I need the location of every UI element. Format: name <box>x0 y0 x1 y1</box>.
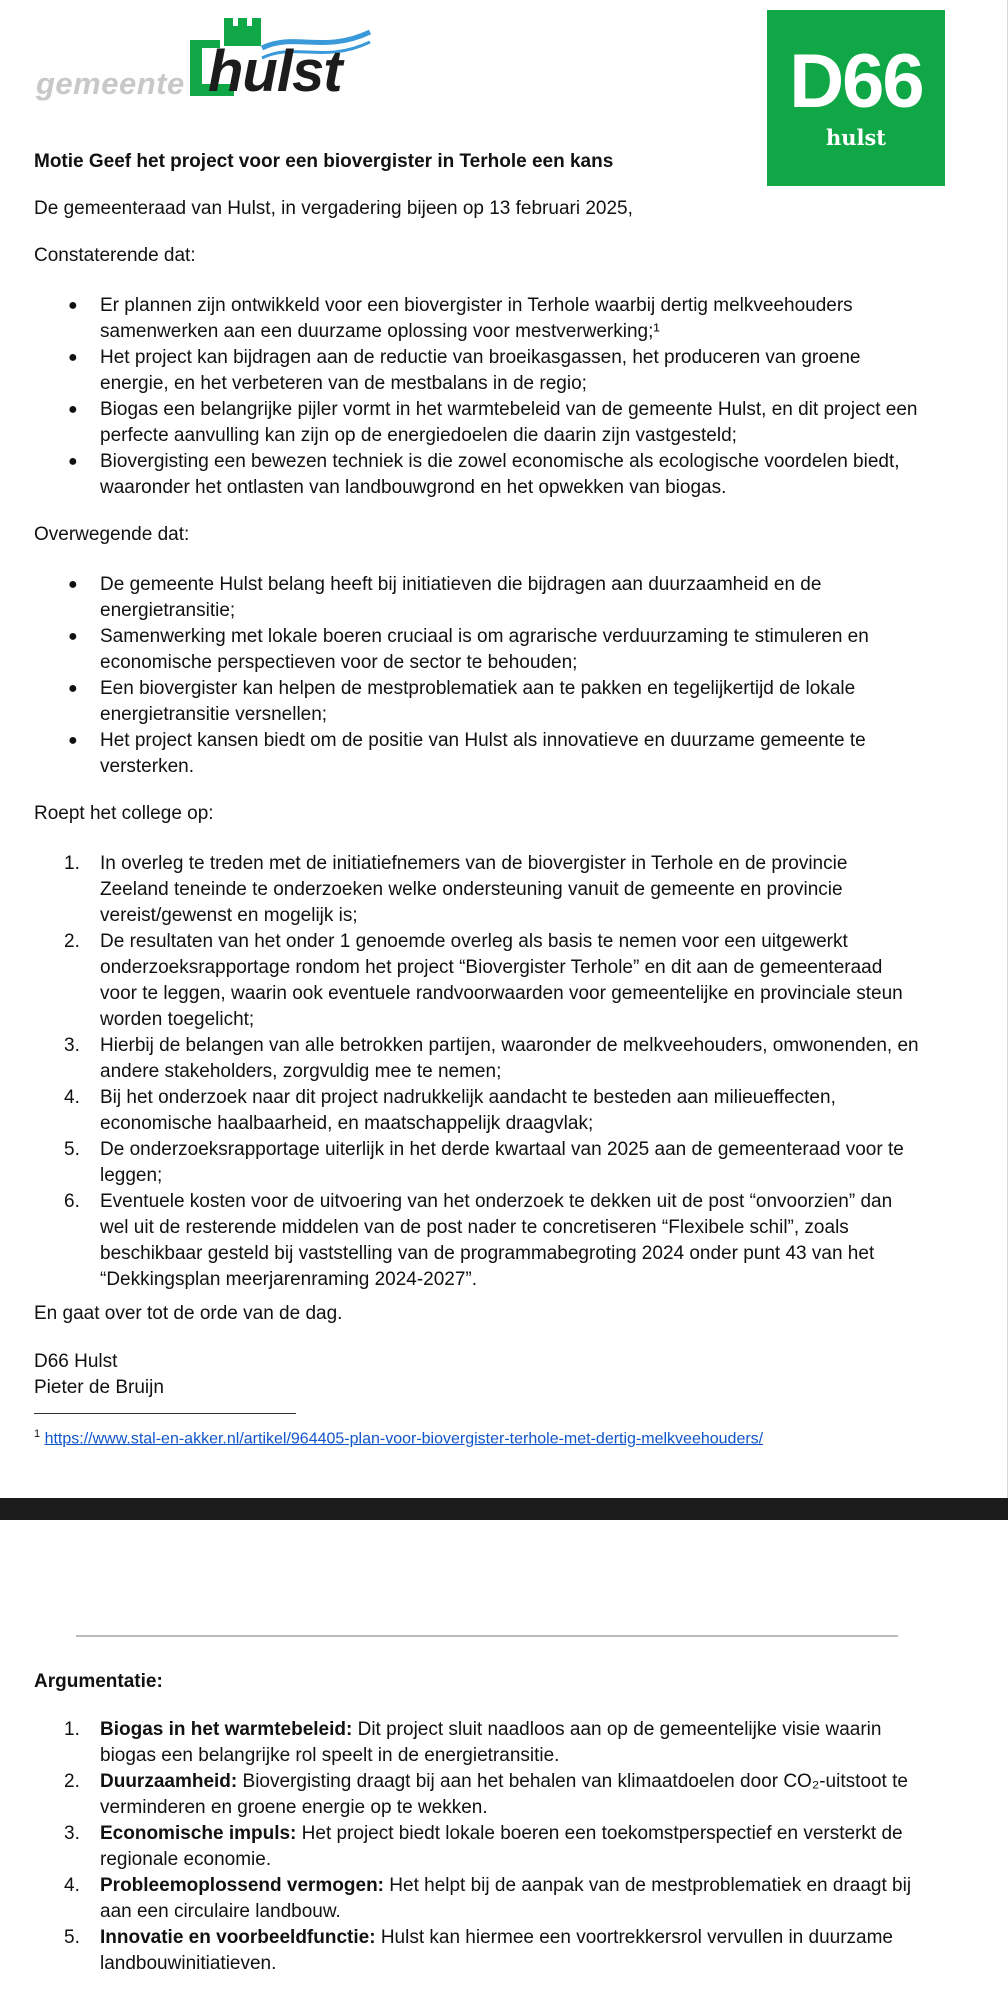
footnote-marker: 1 <box>34 1428 41 1440</box>
list-item: 6. Eventuele kosten voor de uitvoering van het onderzoek te dekken uit de post “onvoorzien” dan wel uit de resterende middelen van de post nader te concretiseren “Flexibele schil”, zoals beschikbaar gesteld bij vaststelling van de programmabegroting 2024 onder punt 43 van het “Dekkingsplan meerjarenraming 2024-2027”. <box>64 1191 893 1290</box>
list-item: 4. Probleemoplossend vermogen: Het helpt bij de aanpak van de mestproblematiek en draagt bij aan een circulaire landbouw. <box>64 1875 912 1922</box>
list-item: 3. Hierbij de belangen van alle betrokken partijen, waaronder de melkveehouders, omwonenden, en andere stakeholders, zorgvuldig mee te nemen; <box>64 1035 919 1082</box>
list-item: ● Een biovergister kan helpen de mestproblematiek aan te pakken en tegelijkertijd de lokale energietransitie versnellen; <box>68 678 856 725</box>
list-item: ● Het project kan bijdragen aan de reductie van broeikasgassen, het produceren van groene energie, en het verbeteren van de mestbalans in de regio; <box>68 347 861 394</box>
list-item: ● Het project kansen biedt om de positie van Hulst als innovatieve en duurzame gemeente te versterken. <box>68 730 866 777</box>
list-item: ● Biovergisting een bewezen techniek is die zowel economische als ecologische voordelen biedt, waaronder het ontlasten van landbouwgrond en het opwekken van biogas. <box>68 451 900 498</box>
list-item: 1. In overleg te treden met de initiatiefnemers van de biovergister in Terhole en de provincie Zeeland teneinde te onderzoeken welke ondersteuning vanuit de gemeente en provincie vereist/gewenst en mogelijk is; <box>64 853 848 926</box>
footnote <box>34 1423 763 1450</box>
roept-heading: Roept het college op: <box>34 803 214 824</box>
overwegende-list <box>0 572 920 780</box>
list-item: ● Er plannen zijn ontwikkeld voor een biovergister in Terhole waarbij dertig melkveehouders samenwerken aan een duurzame oplossing voor mestverwerking;¹ <box>68 295 853 342</box>
overwegende-heading: Overwegende dat: <box>34 524 190 545</box>
d66-logo-text: D66 <box>789 39 923 124</box>
preamble: De gemeenteraad van Hulst, in vergadering bijeen op 13 februari 2025, <box>34 198 633 219</box>
list-item: ● Samenwerking met lokale boeren cruciaal is om agrarische verduurzaming te stimuleren en economische perspectieven voor de sector te behouden; <box>68 626 869 673</box>
d66-logo <box>767 10 945 186</box>
list-item: ● De gemeente Hulst belang heeft bij initiatieven die bijdragen aan duurzaamheid en de energietransitie; <box>68 574 822 621</box>
motion-title: Motie Geef het project voor een biovergister in Terhole een kans <box>34 151 614 172</box>
list-item: 1. Biogas in het warmtebeleid: Dit project sluit naadloos aan op de gemeentelijke visie waarin biogas een belangrijke rol speelt in de energietransitie. <box>64 1719 882 1766</box>
closing-line: En gaat over tot de orde van de dag. <box>34 1303 343 1324</box>
page-separator <box>0 1498 1008 1520</box>
argumentatie-heading: Argumentatie: <box>34 1671 163 1692</box>
signature-party: D66 Hulst <box>34 1351 118 1372</box>
d66-logo-subtext: hulst <box>825 125 887 150</box>
constaterende-list <box>0 293 920 501</box>
document-page-2 <box>0 1520 1008 1992</box>
constaterende-heading: Constaterende dat: <box>34 245 196 266</box>
list-item: 2. De resultaten van het onder 1 genoemde overleg als basis te nemen voor een uitgewerkt onderzoeksrapportage rondom het project “Biovergister Terhole” en dit aan de gemeenteraad voor te leggen, waarin ook eventuele randvoorwaarden voor gemeentelijke en provinciale steun worden toegelicht; <box>64 931 903 1030</box>
list-item: 4. Bij het onderzoek naar dit project nadrukkelijk aandacht te besteden aan milieueffecten, economische haalbaarheid, en maatschappelijk draagvlak; <box>64 1087 836 1134</box>
list-item: 2. Duurzaamheid: Biovergisting draagt bij aan het behalen van klimaatdoelen door CO₂-uitstoot te verminderen en groene energie op te wekken. <box>64 1771 908 1818</box>
horizontal-rule <box>76 1635 898 1637</box>
logo-gemeente-text: gemeente <box>36 66 185 101</box>
gemeente-hulst-logo <box>36 18 366 108</box>
logo-hulst-text: hulst <box>208 39 342 104</box>
footnote-divider <box>34 1413 296 1414</box>
list-item: 3. Economische impuls: Het project biedt lokale boeren een toekomstperspectief en versterkt de regionale economie. <box>64 1823 903 1870</box>
list-item: ● Biogas een belangrijke pijler vormt in het warmtebeleid van de gemeente Hulst, en dit project een perfecte aanvulling kan zijn op de energiedoelen die daarin zijn vastgesteld; <box>68 399 918 446</box>
argumentatie-list <box>0 1717 920 1977</box>
signature-name: Pieter de Bruijn <box>34 1377 164 1398</box>
list-item: 5. Innovatie en voorbeeldfunctie: Hulst kan hiermee een voortrekkersrol vervullen in duurzame landbouwinitiatieven. <box>64 1927 893 1974</box>
roept-list <box>0 851 920 1293</box>
footnote-link[interactable]: https://www.stal-en-akker.nl/artikel/964405-plan-voor-biovergister-terhole-met-dertig-melkveehouders/ <box>44 1430 764 1448</box>
list-item: 5. De onderzoeksrapportage uiterlijk in het derde kwartaal van 2025 aan de gemeenteraad voor te leggen; <box>64 1139 904 1186</box>
